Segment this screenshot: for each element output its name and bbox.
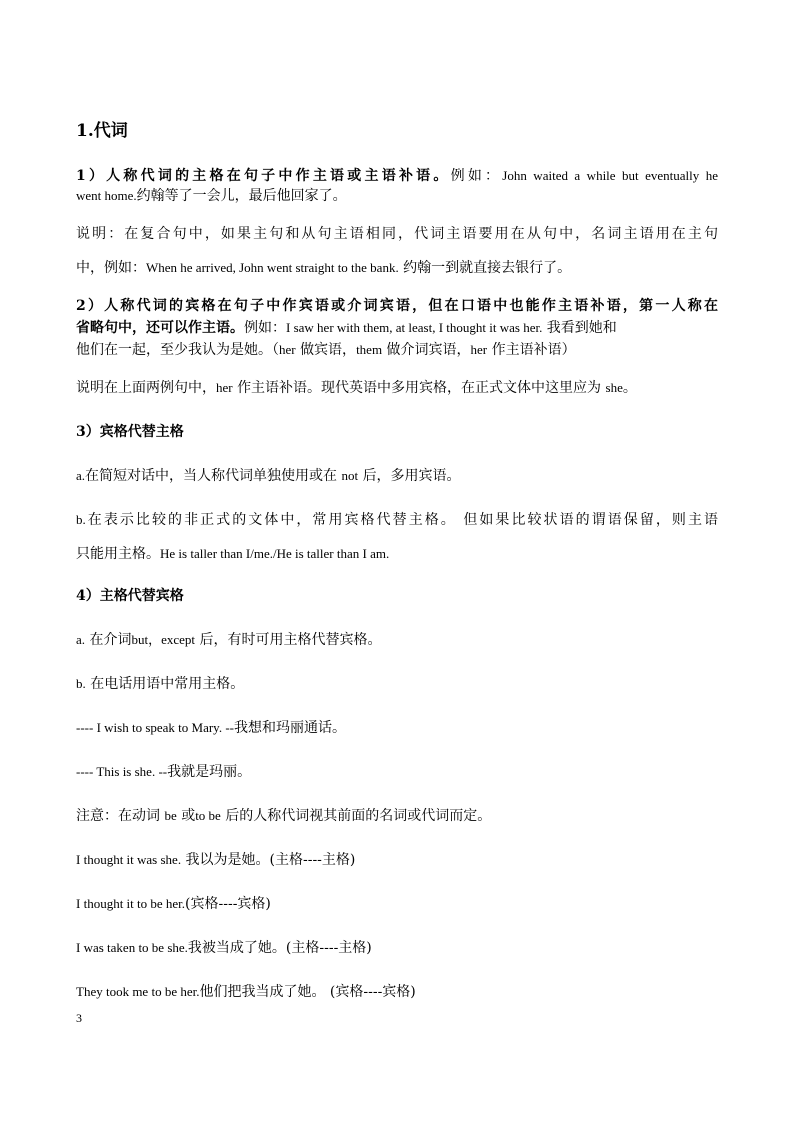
example-chinese: 我被当成了她。 [187, 940, 286, 956]
example-english: ---- I wish to speak to Mary. -- [76, 720, 234, 735]
example-english: They took me to be her. [76, 984, 200, 999]
text: 后，多用宾语。 [362, 468, 461, 484]
example-chinese: 我看到她和 [546, 320, 617, 336]
item-marker: a. [76, 632, 86, 647]
text: 在上面两例句中， [104, 380, 216, 396]
text: 在电话用语中常用主格。 [90, 676, 245, 692]
item-4b [76, 674, 718, 694]
section-heading: 1.代词 [76, 121, 128, 141]
page-number: 3 [76, 1011, 82, 1025]
text: them [356, 342, 383, 357]
text: not [341, 468, 359, 483]
item-3b-line-2 [76, 544, 718, 564]
item-3b-line-1 [76, 510, 718, 530]
case-tag: (主格----主格) [269, 852, 356, 868]
paragraph-2-line-2 [76, 258, 718, 278]
example-line-4 [76, 982, 718, 1002]
example-line-3 [76, 938, 718, 958]
example-line-2 [76, 894, 718, 914]
text: 他们在一起，至少我认为是她。（ [76, 342, 279, 358]
dialogue-line-2 [76, 762, 718, 782]
document-page [76, 0, 718, 1123]
text: her [216, 380, 233, 395]
text: but，except [131, 632, 196, 647]
paragraph-1-line-2 [76, 186, 718, 206]
text: her [470, 342, 488, 357]
item-marker: b. [76, 512, 86, 527]
item-3a [76, 466, 718, 486]
example-chinese: 约翰等了一会儿，最后他回家了。 [136, 188, 347, 204]
item-marker: b. [76, 676, 86, 691]
example-lead: 例如： [450, 168, 503, 184]
text: 做宾语， [300, 342, 357, 358]
example-english: I was taken to be she. [76, 940, 188, 955]
example-english: I thought it was she. [76, 852, 182, 867]
text: be [164, 808, 177, 823]
text: 说明 [76, 380, 104, 396]
text: 。 [622, 380, 637, 396]
note [76, 806, 718, 826]
text: 中，例如： [76, 260, 146, 276]
example-chinese: 我就是玛丽。 [167, 764, 252, 780]
text: 后的人称代词视其前面的名词或代词而定。 [225, 808, 492, 824]
paragraph-3-line-1: 2）人称代词的宾格在句子中作宾语或介词宾语，但在口语中也能作主语补语，第一人称在 [76, 298, 718, 314]
example-english: When he arrived, John went straight to the bank. [146, 260, 399, 275]
text: 后，有时可用主格代替宾格。 [199, 632, 382, 648]
paragraph-4 [76, 378, 718, 398]
text: 作主语补语） [491, 342, 576, 358]
text: 作主语补语。现代英语中多用宾格，在正式文体中这里应为 [237, 380, 602, 396]
item-4a [76, 630, 718, 650]
text: 做介词宾语， [386, 342, 471, 358]
text: 在介词 [89, 632, 132, 648]
example-chinese: 我以为是她。 [185, 852, 270, 868]
example-english: I thought it to be her. [76, 896, 186, 911]
text: to be [195, 808, 221, 823]
subsection-heading-3: 3）宾格代替主格 [76, 424, 184, 440]
case-tag: (宾格----宾格) [185, 896, 271, 912]
dialogue-line-1 [76, 718, 718, 738]
text: she [605, 380, 623, 395]
subsection-heading-4: 4）主格代替宾格 [76, 588, 184, 604]
example-chinese: 约翰一到就直接去银行了。 [403, 260, 572, 276]
example-chinese: 我想和玛丽通话。 [234, 720, 346, 736]
text: 或 [181, 808, 196, 824]
example-english: went home. [76, 188, 137, 203]
case-tag: (主格----主格) [285, 940, 372, 956]
example-english: I saw her with them, at least, I thought it was her. [286, 320, 543, 335]
text: 在表示比较的非正式的文体中，常用宾格代替主格。 但如果比较状语的谓语保留，则主语 [85, 512, 718, 528]
example-english: He is taller than I/me./He is taller than I am. [160, 546, 390, 561]
example-english: ---- This is she. -- [76, 764, 168, 779]
text: her [279, 342, 296, 357]
text: 只能用主格。 [76, 546, 160, 562]
example-line-1 [76, 850, 718, 870]
example-chinese: 他们把我当成了她。 [199, 984, 326, 1000]
rule-text: 省略句中，还可以作主语。 [76, 320, 244, 336]
paragraph-2-line-1: 说明：在复合句中，如果主句和从句主语相同，代词主语要用在从句中，名词主语用在主句 [76, 226, 718, 242]
rule-text: 1）人称代词的主格在句子中作主语或主语补语。 [76, 168, 451, 184]
item-marker: a. [76, 468, 86, 483]
example-english: John waited a while but eventually he [502, 168, 718, 183]
paragraph-3-line-2 [76, 318, 718, 338]
case-tag: (宾格----宾格) [329, 984, 416, 1000]
paragraph-3-line-3 [76, 340, 718, 360]
paragraph-1-line-1 [76, 166, 718, 186]
example-lead: 例如： [244, 320, 286, 336]
text: 在简短对话中，当人称代词单独使用或在 [85, 468, 338, 484]
text: 注意：在动词 [76, 808, 160, 824]
